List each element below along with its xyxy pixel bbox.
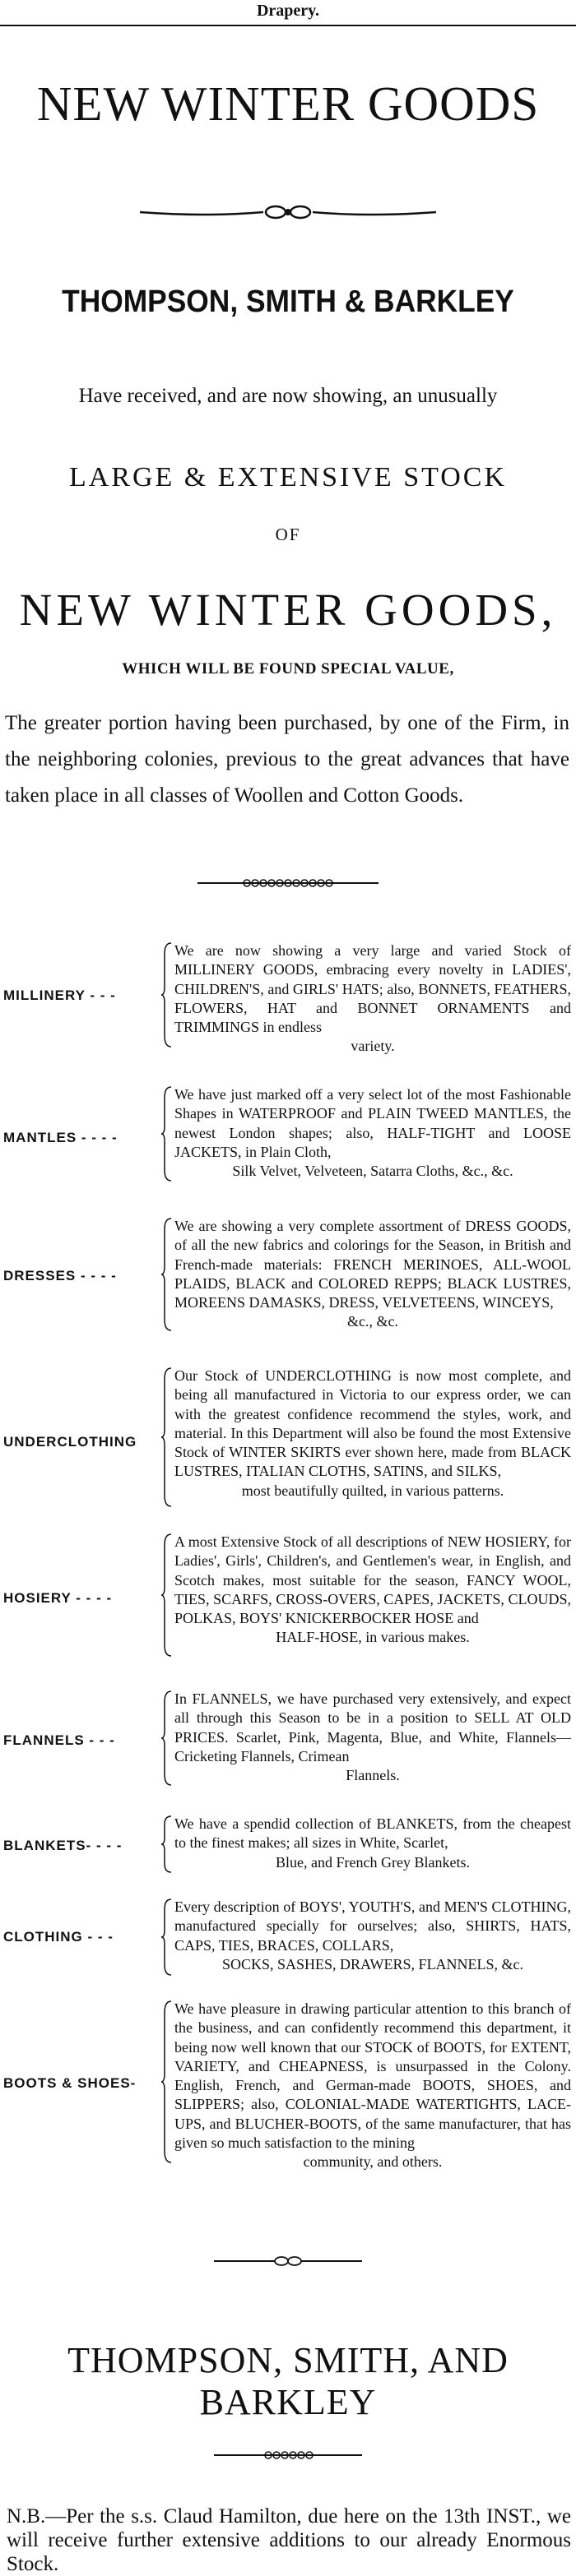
dept-row-underclothing: [0, 1367, 576, 1515]
received-line: Have received, and are now showing, an unusually: [78, 385, 498, 407]
dept-label: FLANNELS - - -: [3, 1732, 115, 1748]
dept-description: We have pleasure in drawing particular attention to this branch of the business, and can confidently recommend this department, it being now well known that our STOCK of BOOTS, for EXTENT, VARIETY, and CHEAPNESS, is unsurpassed in the Colony. English, French, and German-made BOOTS, SHOES, and SLIPPERS; also, COLONIAL-MADE WATERTIGHTS, LACE-UPS, and BLUCHER-BOOTS, of the same manufacturer, that has given so much satisfaction to the mining community, and others.: [174, 2000, 571, 2171]
dept-description: We have a spendid collection of BLANKETS, from the cheapest to the finest makes; all sizes in White, Scarlet, Blue, and French Grey Blankets.: [174, 1815, 571, 1871]
dept-row-hosiery: [0, 1533, 576, 1664]
of-line: OF: [275, 525, 301, 544]
footer-firm-name: THOMPSON, SMITH, AND BARKLEY: [67, 2340, 509, 2422]
dept-description: In FLANNELS, we have purchased very extensively, and expect all through this Season to be in a position to SELL AT OLD PRICES. Scarlet, Pink, Magenta, Blue, and White, Flannels—Cricketing Flannels, Crimean Flannels.: [174, 1690, 571, 1784]
section-label: Drapery.: [256, 2, 320, 20]
brace-icon: [161, 1085, 173, 1182]
ornament-divider-4: [206, 2439, 370, 2472]
dept-row-dresses: [0, 1217, 576, 1340]
brace-icon: [161, 941, 173, 1048]
dept-label: UNDERCLOTHING: [3, 1434, 137, 1450]
top-rule: [0, 25, 576, 26]
ornament-divider-1: [123, 196, 453, 229]
dept-row-clothing: [0, 1898, 576, 1980]
special-value-line: WHICH WILL BE FOUND SPECIAL VALUE,: [122, 660, 454, 678]
dept-row-flannels: [0, 1690, 576, 1797]
nb-notice: N.B.—Per the s.s. Claud Hamilton, due here on the 13th INST., we will receive further extensive additions to our already Enormous Stock.: [7, 2505, 571, 2575]
dept-row-blankets: [0, 1815, 576, 1880]
large-stock-line: LARGE & EXTENSIVE STOCK: [68, 462, 508, 493]
ornament-divider-3: [206, 2245, 370, 2278]
brace-icon: [161, 1367, 173, 1508]
brace-icon: [161, 1217, 173, 1332]
dept-description: We have just marked off a very select lot of the most Fashionable Shapes in WATERPROOF and PLAIN TWEED MANTLES, the newest London shapes; also, HALF-TIGHT and LOOSE JACKETS, in Plain Cloth, Silk Velvet, Velveteen, Satarra Cloths, &c., &c.: [174, 1086, 571, 1180]
dept-label: BLANKETS- - - -: [3, 1838, 123, 1853]
intro-paragraph: The greater portion having been purchased, by one of the Firm, in the neighboring colonies, previous to the great advances that have taken place in all classes of Woollen and Cotton Goods.: [5, 712, 569, 807]
dept-row-millinery: [0, 941, 576, 1057]
headline: NEW WINTER GOODS: [36, 76, 540, 131]
firm-name: THOMPSON, SMITH & BARKLEY: [62, 284, 514, 319]
dept-label: BOOTS & SHOES-: [3, 2075, 137, 2091]
dept-description: A most Extensive Stock of all descriptions of NEW HOSIERY, for Ladies', Girls', Children's, and Gentlemen's wear, in English, and Scotch makes, most suitable for the season, FANCY WOOL, TIES, SCARFS, CROSS-OVERS, CAPES, JACKETS, CLOUDS, POLKAS, BOYS' KNICKERBOCKER HOSE and HALF-HOSE, in various makes.: [174, 1533, 571, 1646]
dept-label: MANTLES - - - -: [3, 1130, 118, 1145]
dept-row-mantles: [0, 1085, 576, 1192]
brace-icon: [161, 2000, 173, 2164]
dept-label: HOSIERY - - - -: [3, 1590, 113, 1606]
headline-secondary: NEW WINTER GOODS,: [19, 585, 557, 635]
dept-label: CLOTHING - - -: [3, 1929, 114, 1945]
dept-description: We are showing a very complete assortment of DRESS GOODS, of all the new fabrics and colorings for the Season, in British and French-made materials: FRENCH MERINOES, ALL-WOOL PLAIDS, BLACK and COLORED REPPS; BLACK LUSTRES, MOREENS DAMASKS, DRESS, VELVETEENS, WINCEYS, &c., &c.: [174, 1218, 571, 1330]
brace-icon: [161, 1533, 173, 1658]
brace-icon: [161, 1815, 173, 1874]
ornament-divider-2: [189, 867, 387, 900]
brace-icon: [161, 1690, 173, 1787]
dept-description: Our Stock of UNDERCLOTHING is now most complete, and being all manufactured in Victoria to our express order, we can with the greatest confidence recommend the styles, work, and material. In this Department will also be found the most Extensive Stock of WINTER SKIRTS ever shown here, made from BLACK LUSTRES, ITALIAN CLOTHS, SATINS, and SILKS, most beautifully quilted, in various patterns.: [174, 1367, 571, 1499]
dept-description: We are now showing a very large and varied Stock of MILLINERY GOODS, embracing every novelty in LADIES', CHILDREN'S, and GIRLS' HATS; also, BONNETS, FEATHERS, FLOWERS, HAT and BONNET ORNAMENTS and TRIMMINGS in endless variety.: [174, 942, 571, 1055]
dept-label: MILLINERY - - -: [3, 987, 116, 1003]
dept-row-boots-shoes: [0, 2000, 576, 2172]
dept-description: Every description of BOYS', YOUTH'S, and MEN'S CLOTHING, manufactured specially for ourselves; also, SHIRTS, HATS, CAPS, TIES, BRACES, COLLARS, SOCKS, SASHES, DRAWERS, FLANNELS, &c.: [174, 1898, 571, 1972]
dept-label: DRESSES - - - -: [3, 1268, 117, 1283]
brace-icon: [161, 1898, 173, 1977]
